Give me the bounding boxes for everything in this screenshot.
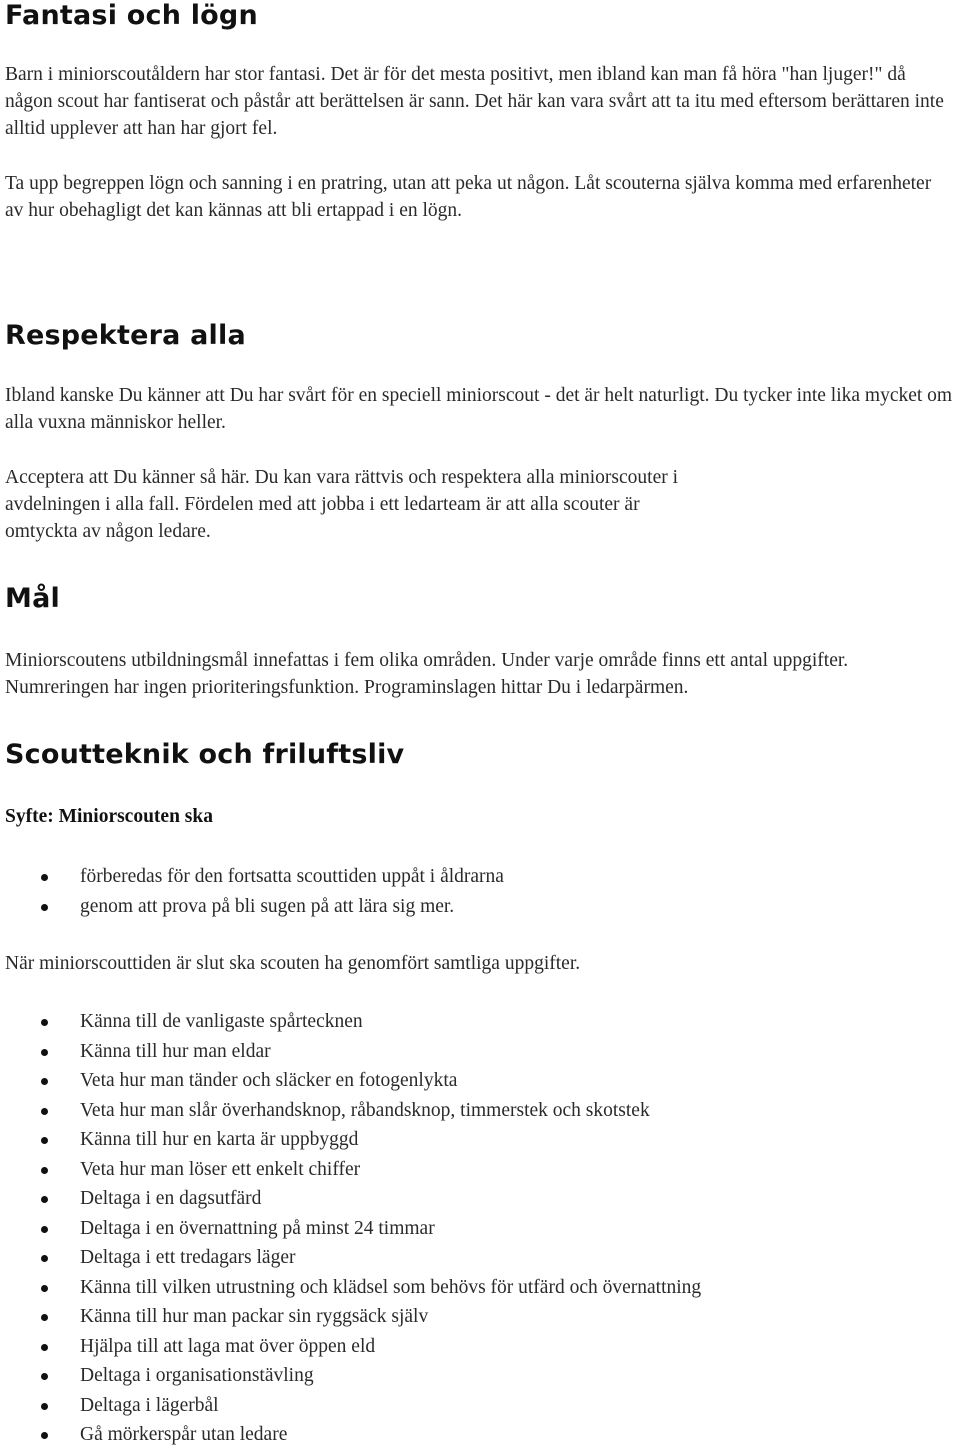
list-item (5, 1273, 955, 1303)
list-item (5, 1155, 955, 1185)
list-item-text: Deltaga i lägerbål (80, 1394, 219, 1416)
list-item (5, 892, 955, 922)
list-item (5, 1214, 955, 1244)
syfte-list (5, 862, 955, 921)
bullet-icon (41, 1049, 48, 1056)
bullet-icon (41, 1196, 48, 1203)
list-item-text: Deltaga i organisationstävling (80, 1365, 314, 1386)
bullet-icon (41, 904, 48, 911)
paragraph-uppgifter-intro: När miniorscouttiden är slut ska scouten ha genomfört samtliga uppgifter. (5, 953, 581, 974)
list-item-text: Känna till vilken utrustning och klädsel som behövs för utfärd och övernattning (80, 1276, 702, 1298)
list-item-text: Veta hur man tänder och släcker en fotogenlykta (80, 1070, 458, 1091)
paragraph-mal: Miniorscoutens utbildningsmål innefattas i fem olika områden. Under varje område finns ett antal uppgifter. Numreringen har ingen prioriteringsfunktion. Programinslagen hittar Du i ledarpärmen. (5, 650, 849, 698)
paragraph-respektera-2: Acceptera att Du känner så här. Du kan vara rättvis och respektera alla miniorscouter i avdelningen i alla fall. Fördelen med att jobba i ett ledarteam är att alla scouter är omtyckta av någon ledare. (5, 467, 679, 542)
bullet-icon (41, 1137, 48, 1144)
list-item (5, 1361, 955, 1391)
paragraph-fantasi-2: Ta upp begreppen lögn och sanning i en pratring, utan att peka ut någon. Låt scouterna själva komma med erfarenheter av hur obehagligt det kan kännas att bli ertappad i en lögn. (5, 173, 932, 221)
list-item-text: genom att prova på bli sugen på att lära sig mer. (80, 895, 455, 917)
heading-scoutteknik: Scoutteknik och friluftsliv (5, 739, 405, 770)
list-item-text: Känna till hur man packar sin ryggsäck själv (80, 1306, 429, 1327)
bullet-icon (41, 1344, 48, 1351)
tasks-list (5, 1007, 955, 1450)
list-item (5, 1037, 955, 1067)
list-item (5, 1066, 955, 1096)
list-item-text: Känna till hur man eldar (80, 1040, 271, 1062)
list-item-text: Känna till hur en karta är uppbyggd (80, 1129, 359, 1150)
bullet-icon (41, 1432, 48, 1439)
list-item-text: Deltaga i en dagsutfärd (80, 1188, 262, 1209)
list-item-text: förberedas för den fortsatta scouttiden uppåt i åldrarna (80, 866, 504, 887)
list-item-text: Gå mörkerspår utan ledare (80, 1424, 288, 1445)
list-item (5, 1184, 955, 1214)
bullet-icon (41, 1226, 48, 1233)
bullet-icon (41, 1019, 48, 1026)
list-item-text: Deltaga i en övernattning på minst 24 timmar (80, 1217, 435, 1239)
list-item (5, 1125, 955, 1155)
list-item (5, 1096, 955, 1126)
bullet-icon (41, 1108, 48, 1115)
bullet-icon (41, 1403, 48, 1410)
syfte-label: Syfte: Miniorscouten ska (5, 806, 213, 827)
list-item (5, 1391, 955, 1421)
heading-fantasi: Fantasi och lögn (5, 0, 258, 31)
list-item (5, 1007, 955, 1037)
list-item (5, 1420, 955, 1450)
heading-respektera: Respektera alla (5, 320, 246, 351)
bullet-icon (41, 1255, 48, 1262)
bullet-icon (41, 1314, 48, 1321)
list-item-text: Veta hur man löser ett enkelt chiffer (80, 1158, 361, 1180)
list-item-text: Veta hur man slår överhandsknop, råbandsknop, timmerstek och skotstek (80, 1099, 650, 1121)
paragraph-respektera-1: Ibland kanske Du känner att Du har svårt för en speciell miniorscout - det är helt naturligt. Du tycker inte lika mycket om alla vuxna människor heller. (5, 385, 953, 433)
bullet-icon (41, 1373, 48, 1380)
list-item-text: Hjälpa till att laga mat över öppen eld (80, 1335, 376, 1357)
heading-mal: Mål (5, 583, 60, 614)
list-item-text: Deltaga i ett tredagars läger (80, 1247, 296, 1268)
bullet-icon (41, 1078, 48, 1085)
list-item (5, 1302, 955, 1332)
list-item (5, 1243, 955, 1273)
list-item (5, 1332, 955, 1362)
bullet-icon (41, 1167, 48, 1174)
bullet-icon (41, 1285, 48, 1292)
list-item-text: Känna till de vanligaste spårtecknen (80, 1011, 363, 1032)
paragraph-fantasi-1: Barn i miniorscoutåldern har stor fantasi. Det är för det mesta positivt, men ibland kan man få höra "han ljuger!" då någon scout har fantiserat och påstår att berättelsen är sann. Det här kan vara svårt att ta itu med eftersom berättaren inte alltid upplever att han har gjort fel. (5, 64, 944, 139)
list-item (5, 862, 955, 892)
bullet-icon (41, 874, 48, 881)
